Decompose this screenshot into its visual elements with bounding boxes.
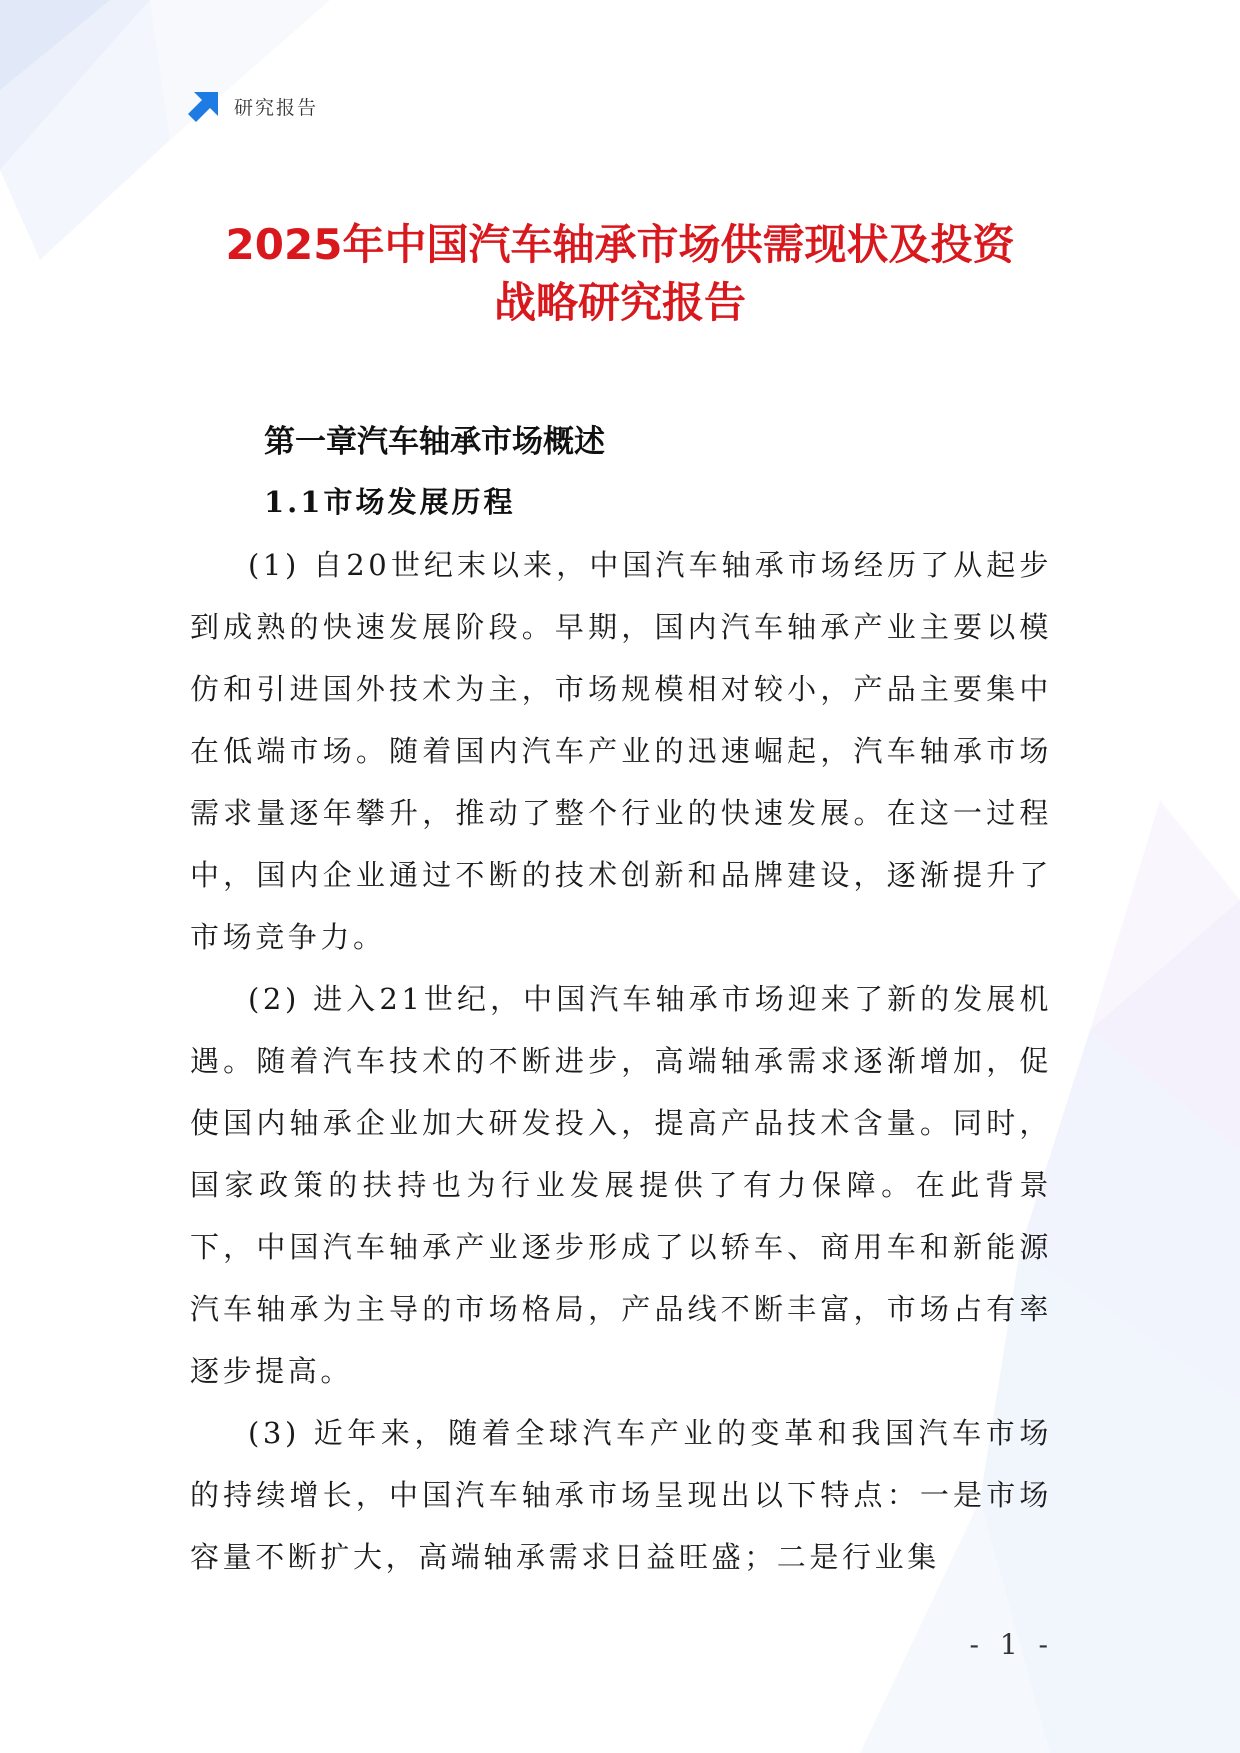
section-heading: 1.1市场发展历程 — [264, 485, 516, 519]
chapter-heading: 第一章汽车轴承市场概述 — [264, 424, 605, 460]
paragraph-2: (2) 进入21世纪，中国汽车轴承市场迎来了新的发展机遇。随着汽车技术的不断进步，高端轴承需求逐渐增加，促使国内轴承企业加大研发投入，提高产品技术含量。同时，国家政策的扶持也为行业发展提供了有力保障。在此背景下，中国汽车轴承产业逐步形成了以轿车、商用车和新能源汽车轴承为主导的市场格局，产品线不断丰富，市场占有率逐步提高。 — [190, 982, 1052, 1388]
paragraph-3: (3) 近年来，随着全球汽车产业的变革和我国汽车市场的持续增长，中国汽车轴承市场呈现出以下特点：一是市场容量不断扩大，高端轴承需求日益旺盛；二是行业集 — [190, 1416, 1052, 1574]
arrow-up-right-icon — [186, 88, 222, 124]
brand-header — [186, 88, 318, 124]
page-title — [180, 216, 1060, 332]
title-line-2: 战略研究报告 — [493, 278, 746, 327]
page-number: - 1 - — [969, 1628, 1054, 1661]
brand-label: 研究报告 — [234, 96, 319, 119]
title-line-1: 2025年中国汽车轴承市场供需现状及投资 — [225, 220, 1015, 269]
body-text — [190, 534, 1052, 1588]
paragraph-1: (1) 自20世纪末以来，中国汽车轴承市场经历了从起步到成熟的快速发展阶段。早期，国内汽车轴承产业主要以模仿和引进国外技术为主，市场规模相对较小，产品主要集中在低端市场。随着国内汽车产业的迅速崛起，汽车轴承市场需求量逐年攀升，推动了整个行业的快速发展。在这一过程中，国内企业通过不断的技术创新和品牌建设，逐渐提升了市场竞争力。 — [190, 548, 1052, 954]
